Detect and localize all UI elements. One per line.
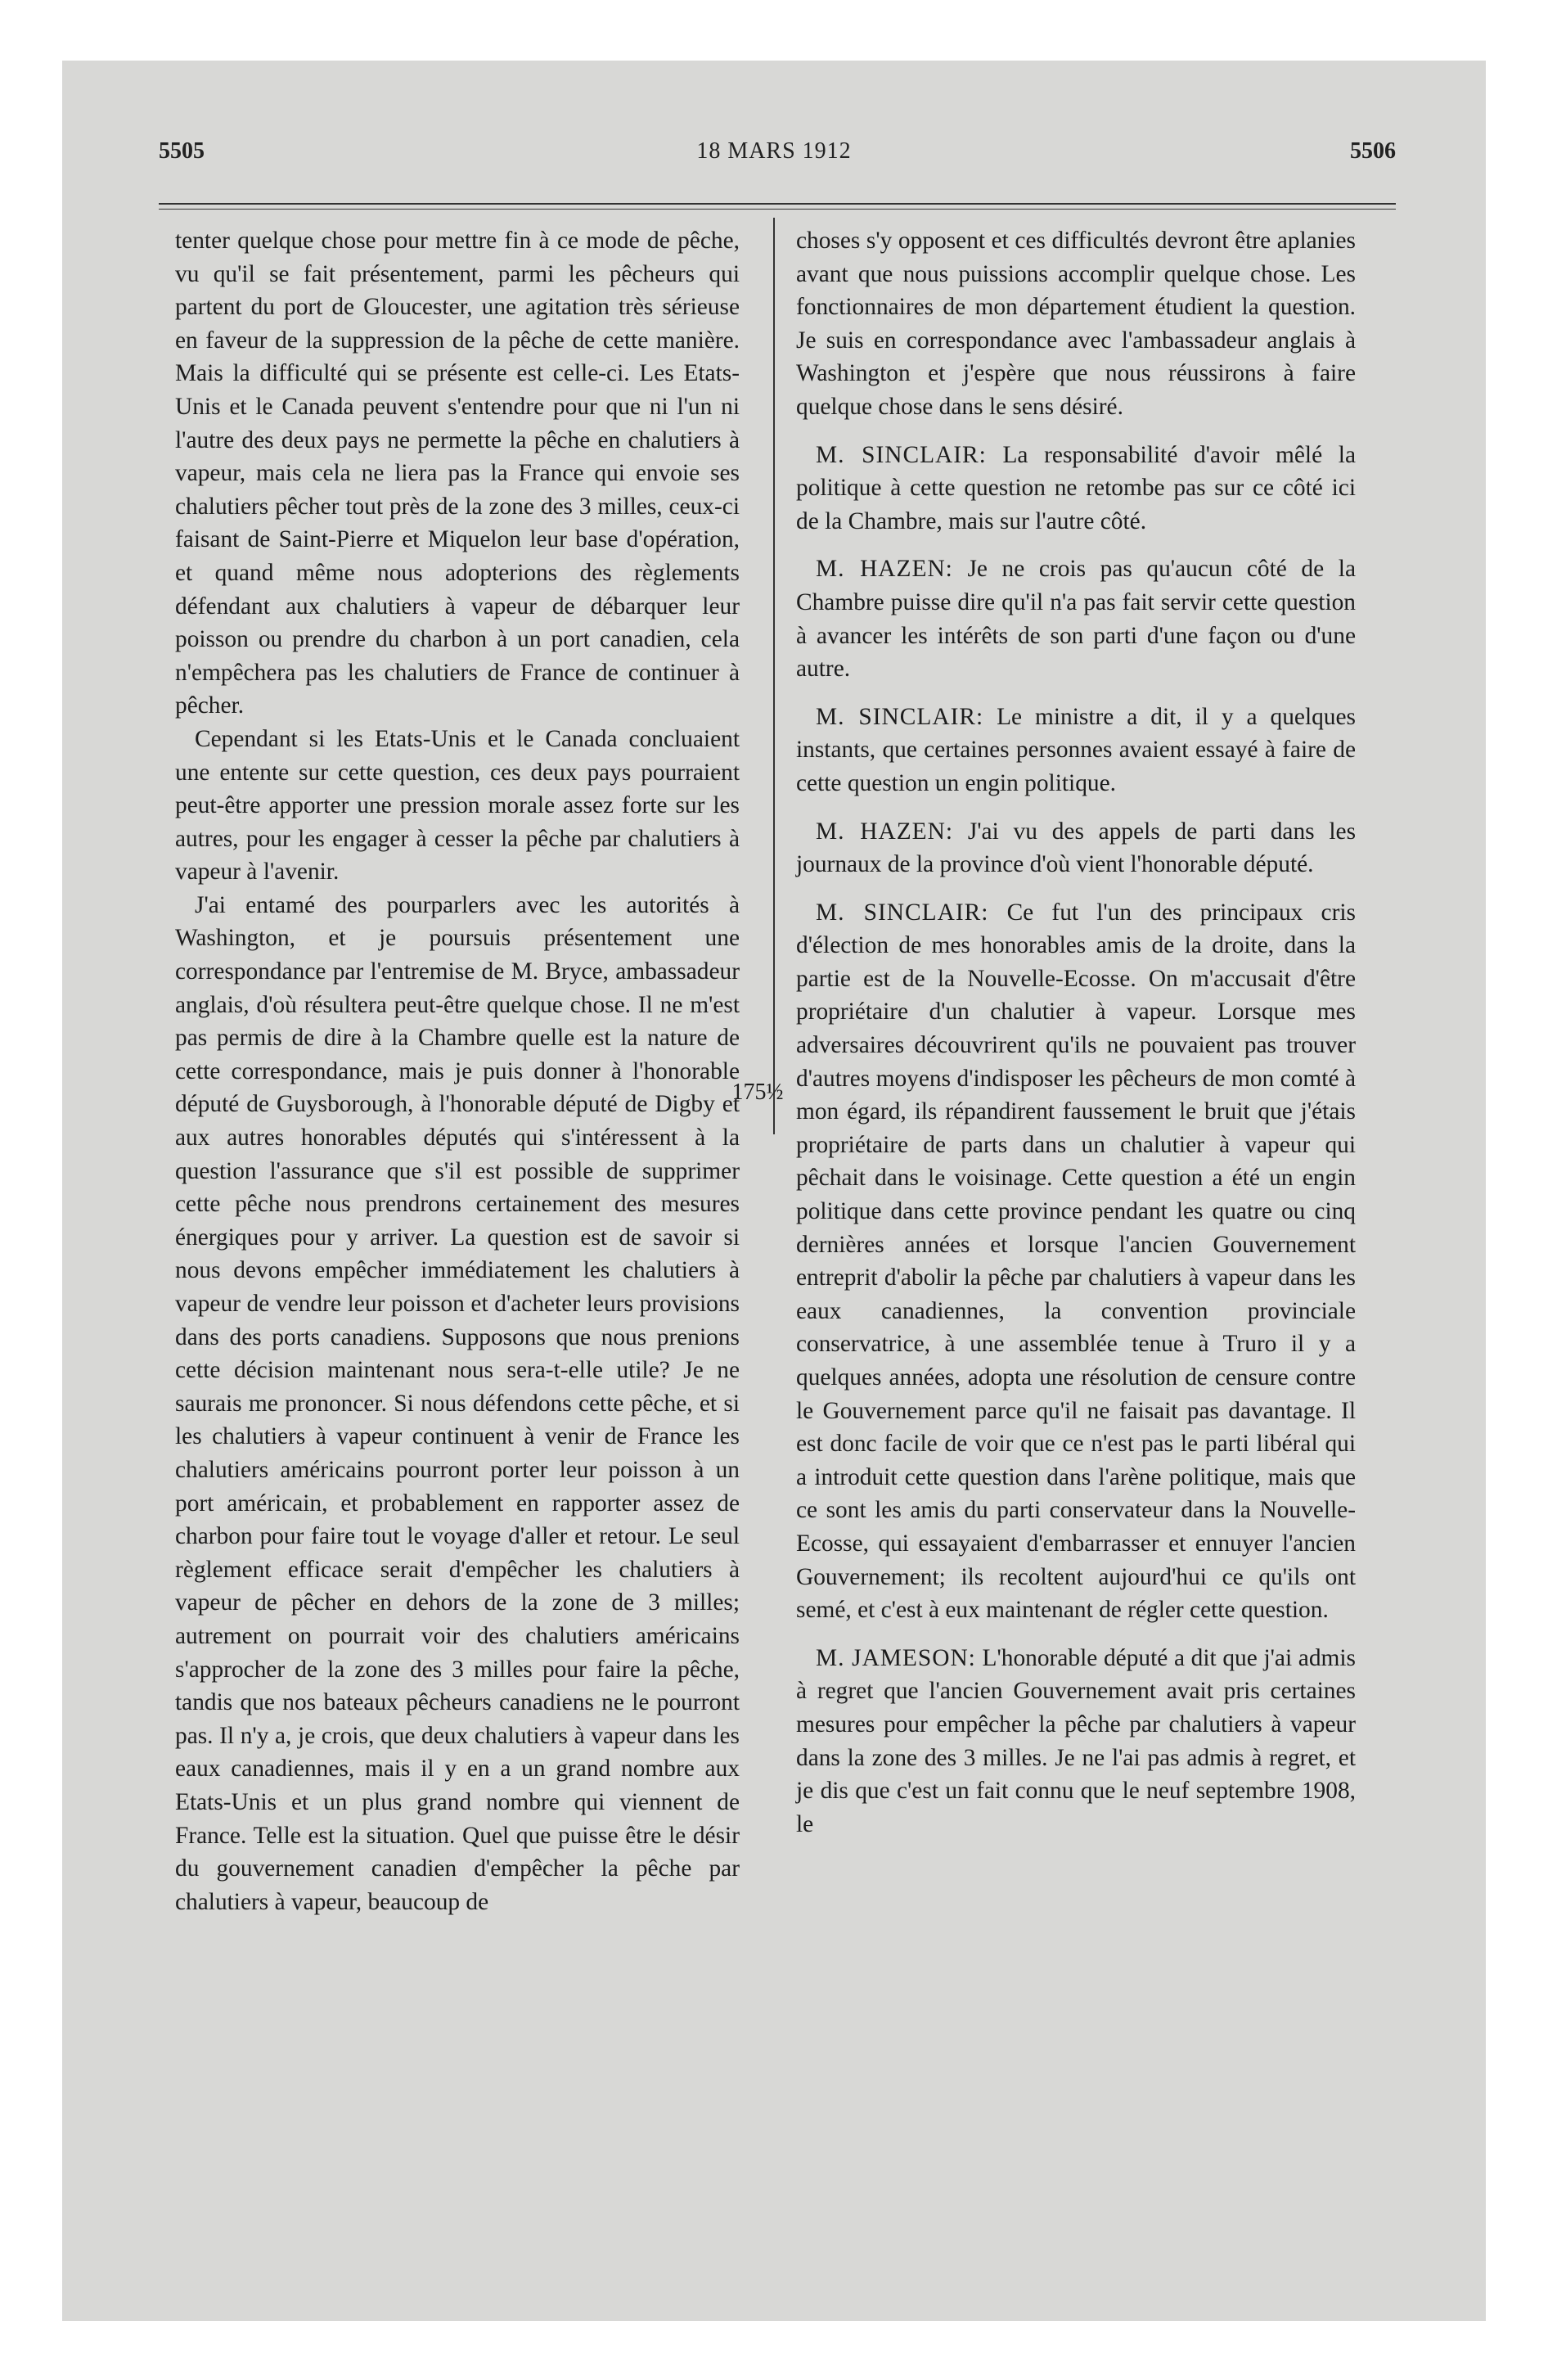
page-number-left: 5505 [159,138,205,164]
speech [796,1642,1356,1841]
speech-text: Le ministre a dit, il y a quelques instants, que certaines personnes avaient essayé à faire de cette question un engin politique. [796,703,1356,796]
speech-text: Ce fut l'un des principaux cris d'élection de mes honorables amis de la droite, dans la partie est de la Nouvelle-Ecosse. On m'accusait d'être propriétaire d'un chalutier à vapeur. Lorsque mes adversaires découvrirent qu'ils ne pouvaient pas trouver d'autres moyens d'indisposer les pêcheurs de mon comté à mon égard, ils répandirent faussement le bruit que j'étais propriétaire de parts dans un chalutier à vapeur qui pêchait dans le voisinage. Cette question a été un engin politique dans cette province pendant les quatre ou cinq dernières années et lorsque l'ancien Gouvernement entreprit d'abolir la pêche par chalutiers à vapeur dans les eaux canadiennes, la convention provinciale conservatrice, à une assemblée tenue à Truro il y a quelques années, adopta une résolution de censure contre le Gouvernement parce qu'il ne faisait pas davantage. Il est donc facile de voir que ce n'est pas le parti libéral qui a introduit cette question dans l'arène politique, mais que ce sont les amis du parti conservateur dans la Nouvelle-Ecosse, qui essayaient d'embarrasser et ennuyer l'ancien Gouvernement; ils recoltent aujourd'hui ce qu'ils ont semé, et c'est à eux maintenant de régler cette question. [796,899,1356,1624]
speaker-name: M. JAMESON: [816,1644,976,1671]
page-number-right: 5506 [1350,138,1396,164]
paragraph: J'ai entamé des pourparlers avec les autorités à Washington, et je poursuis présentement une correspondance par l'entremise de M. Bryce, ambassadeur anglais, d'où résultera peut-être quelque chose. Il ne m'est pas permis de dire à la Chambre quelle est la nature de cette correspondance, mais je puis donner à l'honorable député de Guysborough, à l'honorable député de Digby et aux autres honorables députés qui s'intéressent à la question l'assurance que s'il est possible de supprimer cette pêche nous prendrons certainement des mesures énergiques pour y arriver. La question est de savoir si nous devons empêcher immédiatement les chalutiers à vapeur de vendre leur poisson et d'acheter leurs provisions dans des ports canadiens. Supposons que nous prenions cette décision maintenant nous sera-t-elle utile? Je ne saurais me prononcer. Si nous défendons cette pêche, et si les chalutiers à vapeur continuent à venir de France les chalutiers américains pourront porter leur poisson à un port américain, et probablement en rapporter assez de charbon pour faire tout le voyage d'aller et retour. Le seul règlement efficace serait d'empêcher les chalutiers à vapeur de pêcher en dehors de la zone de 3 milles; autrement on pourrait voir des chalutiers américains s'approcher de la zone des 3 milles pour faire la pêche, tandis que nos bateaux pêcheurs canadiens ne le pourront pas. Il n'y a, je crois, que deux chalutiers à vapeur dans les eaux canadiennes, mais il y en a un grand nombre aux Etats-Unis et un plus grand nombre qui viennent de France. Telle est la situation. Quel que puisse être le désir du gouvernement canadien d'empêcher la pêche par chalutiers à vapeur, beaucoup de [175,891,740,1915]
column-divider [773,218,775,1134]
speech [796,701,1356,800]
speech-text: Je ne crois pas qu'aucun côté de la Chambre puisse dire qu'il n'a pas fait servir cette question à avancer les intérêts de son parti d'une façon ou d'une autre. [796,556,1356,683]
header-rule-thin [159,209,1396,210]
header-rule [159,203,1396,205]
speech-text: La responsabilité d'avoir mêlé la politique à cette question ne retombe pas sur ce côté ici de la Chambre, mais sur l'autre côté. [796,441,1356,534]
speaker-name: M. SINCLAIR: [816,899,989,926]
left-column [175,224,740,1918]
page-date: 18 MARS 1912 [696,138,852,164]
speaker-name: M. HAZEN: [816,818,954,845]
speaker-name: M. SINCLAIR: [816,703,984,730]
speech-text: J'ai vu des appels de parti dans les journaux de la province d'où vient l'honorable député. [796,818,1357,878]
speaker-name: M. SINCLAIR: [816,441,987,468]
paragraph: Cependant si les Etats-Unis et le Canada concluaient une entente sur cette question, ces deux pays pourraient peut-être apporter une pression morale assez forte sur les autres, pour les engager à cesser la pêche par chalutiers à vapeur à l'avenir. [175,725,740,886]
speech-text: L'honorable député a dit que j'ai admis à regret que l'ancien Gouvernement avait pris certaines mesures pour empêcher la pêche par chalutiers à vapeur dans la zone des 3 milles. Je ne l'ai pas admis à regret, et je dis que c'est un fait connu que le neuf septembre 1908, le [796,1644,1356,1837]
speech [796,815,1356,881]
paragraph: choses s'y opposent et ces difficultés devront être aplanies avant que nous puissions accomplir quelque chose. Les fonctionnaires de mon département étudient la question. Je suis en correspondance avec l'ambassadeur anglais à Washington et j'espère que nous réussirons à faire quelque chose dans le sens désiré. [796,228,1356,420]
speech [796,896,1356,1627]
page-sheet [62,61,1486,2321]
speech [796,439,1356,539]
speech [796,552,1356,685]
signature-mark: 175½ [731,1080,784,1105]
speaker-name: M. HAZEN: [816,556,953,583]
right-column [796,224,1356,1841]
page-header [62,138,1486,179]
paragraph: tenter quelque chose pour mettre fin à ce mode de pêche, vu qu'il se fait présentement, parmi les pêcheurs qui partent du port de Gloucester, une agitation très sérieuse en faveur de la suppression de la pêche de cette manière. Mais la difficulté qui se présente est celle-ci. Les Etats-Unis et le Canada peuvent s'entendre pour que ni l'un ni l'autre des deux pays ne permette la pêche en chalutiers à vapeur, mais cela ne liera pas la France qui envoie ses chalutiers pêcher tout près de la zone des 3 milles, ceux-ci faisant de Saint-Pierre et Miquelon leur base d'opération, et quand même nous adopterions des règlements défendant aux chalutiers à vapeur de débarquer leur poisson ou prendre du charbon à un port canadien, cela n'empêchera pas les chalutiers de France de continuer à pêcher. [175,228,740,719]
